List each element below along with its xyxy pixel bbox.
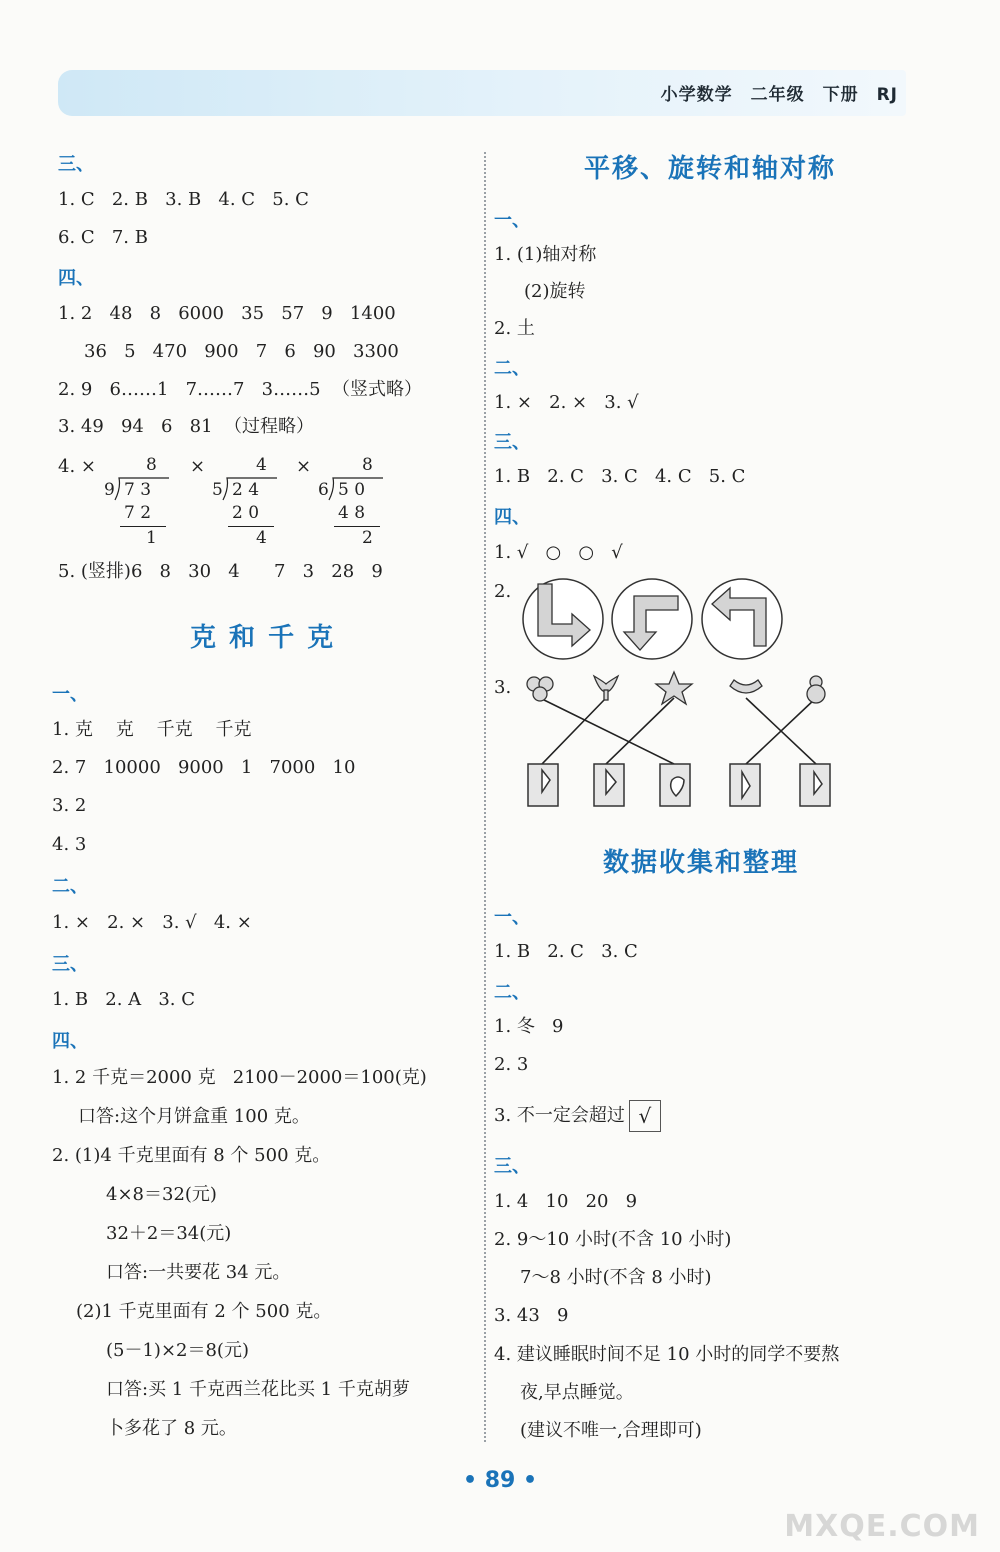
division-dividend: 5 0 — [338, 480, 366, 500]
check-box: √ — [629, 1100, 661, 1132]
answer-line: 7～8 小时(不含 8 小时) — [520, 1267, 712, 1288]
section-heading: 四、 — [58, 268, 94, 289]
division-line — [334, 526, 380, 527]
division-dividend: 7 3 — [124, 480, 152, 500]
division-remainder: 1 — [146, 528, 157, 548]
header-grade: 二年级 — [750, 85, 805, 105]
answer-text: 3. 不一定会超过 — [494, 1105, 625, 1126]
column-divider — [484, 152, 486, 1442]
section-heading: 三、 — [58, 154, 94, 175]
section-heading: 一、 — [52, 684, 88, 705]
answer-line: 1. √ ○ ○ √ — [494, 542, 623, 563]
answer-line: 口答:一共要花 34 元。 — [106, 1262, 291, 1283]
answer-line — [494, 1100, 661, 1132]
section-heading: 二、 — [52, 876, 88, 897]
rotation-arrows-figure — [518, 576, 788, 662]
answer-line: 4. × — [58, 456, 96, 477]
star-shape — [656, 672, 692, 704]
answer-line: (2)1 千克里面有 2 个 500 克。 — [76, 1301, 332, 1322]
answer-line: 3. 2 — [52, 795, 87, 816]
clover-shape — [527, 677, 553, 701]
division-quotient: 4 — [256, 455, 267, 475]
division-quotient: 8 — [362, 455, 373, 475]
answer-mark: × — [296, 456, 312, 477]
rotation-circle-1 — [523, 579, 603, 659]
division-subtrahend: 7 2 — [124, 503, 152, 523]
answer-mark: × — [190, 456, 206, 477]
division-line — [228, 526, 274, 527]
chapter-title: 数据收集和整理 — [603, 848, 800, 878]
division-subtrahend: 2 0 — [232, 503, 260, 523]
watermark: MXQE.COM — [784, 1509, 980, 1544]
page-number: • 89 • — [462, 1468, 538, 1493]
section-heading: 一、 — [494, 907, 530, 928]
arc-shape — [730, 680, 762, 693]
answer-line: 2. 9 6……1 7……7 3……5 （竖式略） — [58, 379, 422, 400]
section-heading: 三、 — [494, 1156, 530, 1177]
gourd-shape — [807, 676, 825, 703]
answer-line: 1. B 2. A 3. C — [52, 989, 196, 1010]
answer-line: 2. — [494, 581, 512, 602]
section-heading: 三、 — [494, 432, 530, 453]
division-dividend: 2 4 — [232, 480, 260, 500]
answer-line: 1. × 2. × 3. √ 4. × — [52, 912, 252, 933]
answer-line: 6. C 7. B — [58, 227, 148, 248]
answer-line: 4. 建议睡眠时间不足 10 小时的同学不要熬 — [494, 1344, 840, 1365]
answer-line: 1. 克 克 千克 千克 — [52, 719, 252, 740]
rotation-circle-3 — [702, 579, 782, 659]
answer-line: 5. (竖排)6 8 30 4 7 3 28 9 — [58, 561, 383, 582]
answer-line: 2. (1)4 千克里面有 8 个 500 克。 — [52, 1145, 331, 1166]
cutout-card-4 — [730, 764, 760, 806]
answer-line: 4. 3 — [52, 834, 87, 855]
answer-line: 1. 4 10 20 9 — [494, 1191, 638, 1212]
answer-line: 1. C 2. B 3. B 4. C 5. C — [58, 189, 309, 210]
section-heading: 一、 — [494, 210, 530, 231]
section-heading: 二、 — [494, 982, 530, 1003]
answer-line: 2. 7 10000 9000 1 7000 10 — [52, 757, 356, 778]
header-term: 下册 — [822, 85, 859, 105]
book-header — [643, 80, 898, 105]
header-edition: RJ — [876, 85, 898, 105]
division-divisor: 9 — [104, 480, 115, 500]
answer-line: (5－1)×2＝8(元) — [106, 1340, 249, 1361]
division-divisor: 6 — [318, 480, 329, 500]
shape-matching-figure — [518, 670, 838, 810]
answer-line: 2. 土 — [494, 318, 535, 339]
answer-line: 口答:这个月饼盒重 100 克。 — [78, 1106, 310, 1127]
cutout-card-5 — [800, 764, 830, 806]
section-heading: 三、 — [52, 954, 88, 975]
answer-line: 2. 3 — [494, 1054, 529, 1075]
cutout-card-3 — [660, 764, 690, 806]
cutout-card-2 — [594, 764, 624, 806]
rotation-circle-2 — [612, 579, 692, 659]
answer-line: 2. 9～10 小时(不含 10 小时) — [494, 1229, 732, 1250]
answer-line: 1. 2 千克＝2000 克 2100－2000＝100(克) — [52, 1067, 427, 1088]
answer-line: 3. 49 94 6 81 （过程略） — [58, 416, 314, 437]
division-remainder: 2 — [362, 528, 373, 548]
answer-line: 1. 2 48 8 6000 35 57 9 1400 — [58, 303, 396, 324]
division-remainder: 4 — [256, 528, 267, 548]
division-divisor: 5 — [212, 480, 223, 500]
answer-line: 1. 冬 9 — [494, 1016, 564, 1037]
answer-line: 1. B 2. C 3. C — [494, 941, 638, 962]
division-quotient: 8 — [146, 455, 157, 475]
division-subtrahend: 4 8 — [338, 503, 366, 523]
answer-line: 口答:买 1 千克西兰花比买 1 千克胡萝 — [106, 1379, 410, 1400]
answer-line: (建议不唯一,合理即可) — [520, 1420, 702, 1441]
header-subject: 小学数学 — [660, 85, 733, 105]
answer-line: 1. B 2. C 3. C 4. C 5. C — [494, 466, 746, 487]
chapter-title: 平移、旋转和轴对称 — [584, 154, 837, 184]
section-heading: 四、 — [494, 507, 530, 528]
answer-line: 卜多花了 8 元。 — [106, 1418, 237, 1439]
sprout-shape — [594, 676, 618, 700]
answer-line: 3. — [494, 677, 512, 698]
answer-line: 32＋2＝34(元) — [106, 1223, 232, 1244]
answer-line: 夜,早点睡觉。 — [520, 1382, 634, 1403]
answer-line: 3. 43 9 — [494, 1305, 569, 1326]
answer-line: (2)旋转 — [524, 281, 586, 302]
chapter-title: 克 和 千 克 — [190, 623, 336, 653]
answer-line: 4×8＝32(元) — [106, 1184, 217, 1205]
answer-line: 36 5 470 900 7 6 90 3300 — [84, 341, 399, 362]
answer-line: 1. (1)轴对称 — [494, 244, 597, 265]
answer-line: 1. × 2. × 3. √ — [494, 392, 639, 413]
section-heading: 二、 — [494, 358, 530, 379]
cutout-card-1 — [528, 764, 558, 806]
division-line — [120, 526, 166, 527]
section-heading: 四、 — [52, 1031, 88, 1052]
